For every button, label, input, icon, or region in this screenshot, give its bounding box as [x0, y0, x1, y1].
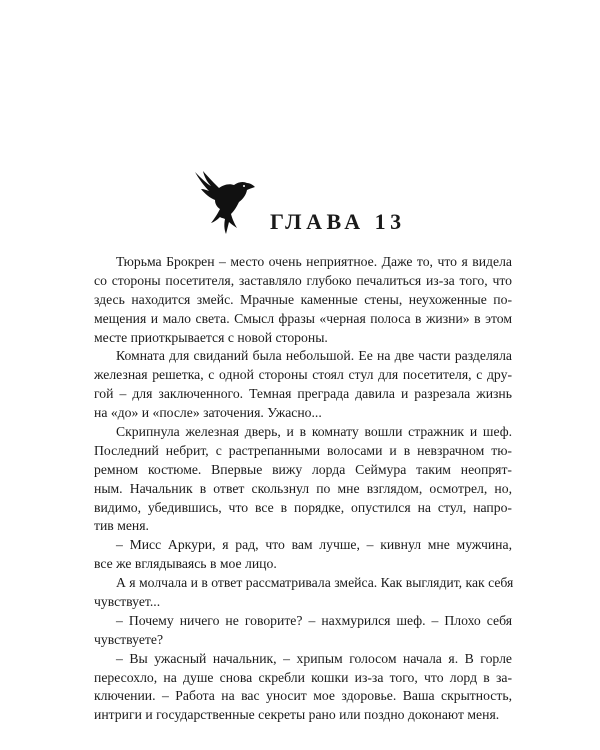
text-line: видимо, убедившись, что все в порядке, опустился на стул, напро-	[94, 499, 512, 515]
chapter-title: ГЛАВА 13	[270, 209, 406, 234]
text-line: железная решетка, с одной стороны стоял стул для посетителя, с дру-	[94, 367, 512, 383]
text-line: ключении. – Работа на вас уносит мое здоровье. Ваша скрытность,	[94, 688, 512, 704]
text-line: Скрипнула железная дверь, и в комнату вошли стражник и шеф.	[116, 424, 512, 440]
text-line: – Мисс Аркури, я рад, что вам лучше, – кивнул мне мужчина,	[116, 537, 512, 553]
raven-icon	[193, 168, 257, 234]
text-line: – Вы ужасный начальник, – хрипым голосом начала я. В горле	[116, 650, 512, 666]
text-line: мещения и мало света. Смысл фразы «черная полоса в жизни» в этом	[94, 310, 512, 326]
chapter-body	[94, 253, 512, 725]
text-line: Комната для свиданий была небольшой. Ее на две части разделяла	[116, 348, 512, 364]
text-line: интриги и государственные секреты рано или поздно доконают меня.	[94, 707, 500, 723]
text-line: Последний небрит, с растрепанными волосами и в невзрачном тю-	[94, 442, 512, 458]
text-line: здесь находится змейс. Мрачные каменные стены, неухоженные по-	[94, 291, 512, 307]
text-line: А я молчала и в ответ рассматривала змейса. Как выглядит, как себя	[116, 575, 514, 591]
text-line: ным. Начальник в ответ скользнул по мне взглядом, осмотрел, но,	[94, 480, 512, 496]
text-line: чувствует...	[94, 594, 161, 610]
text-line: – Почему ничего не говорите? – нахмурился шеф. – Плохо себя	[116, 612, 512, 628]
text-line: на «до» и «после» заточения. Ужасно...	[94, 405, 322, 421]
text-line: со стороны посетителя, заставляло глубоко печалиться из-за того, что	[94, 272, 512, 288]
text-line: все же вглядываясь в мое лицо.	[94, 556, 277, 572]
text-line: Тюрьма Брокрен – место очень неприятное. Даже то, что я видела	[116, 254, 512, 269]
text-line: месте приоткрывается с новой стороны.	[94, 329, 328, 345]
text-line: пересохло, на душе снова скребли кошки из-за того, что лорд в за-	[94, 669, 512, 685]
text-line: ремном костюме. Впервые вижу лорда Сеймура таким неопрят-	[94, 461, 512, 477]
text-line: чувствуете?	[94, 631, 164, 647]
text-line: гой – для заключенного. Темная преграда давила и разрезала жизнь	[94, 386, 512, 402]
text-line: тив меня.	[94, 518, 149, 534]
